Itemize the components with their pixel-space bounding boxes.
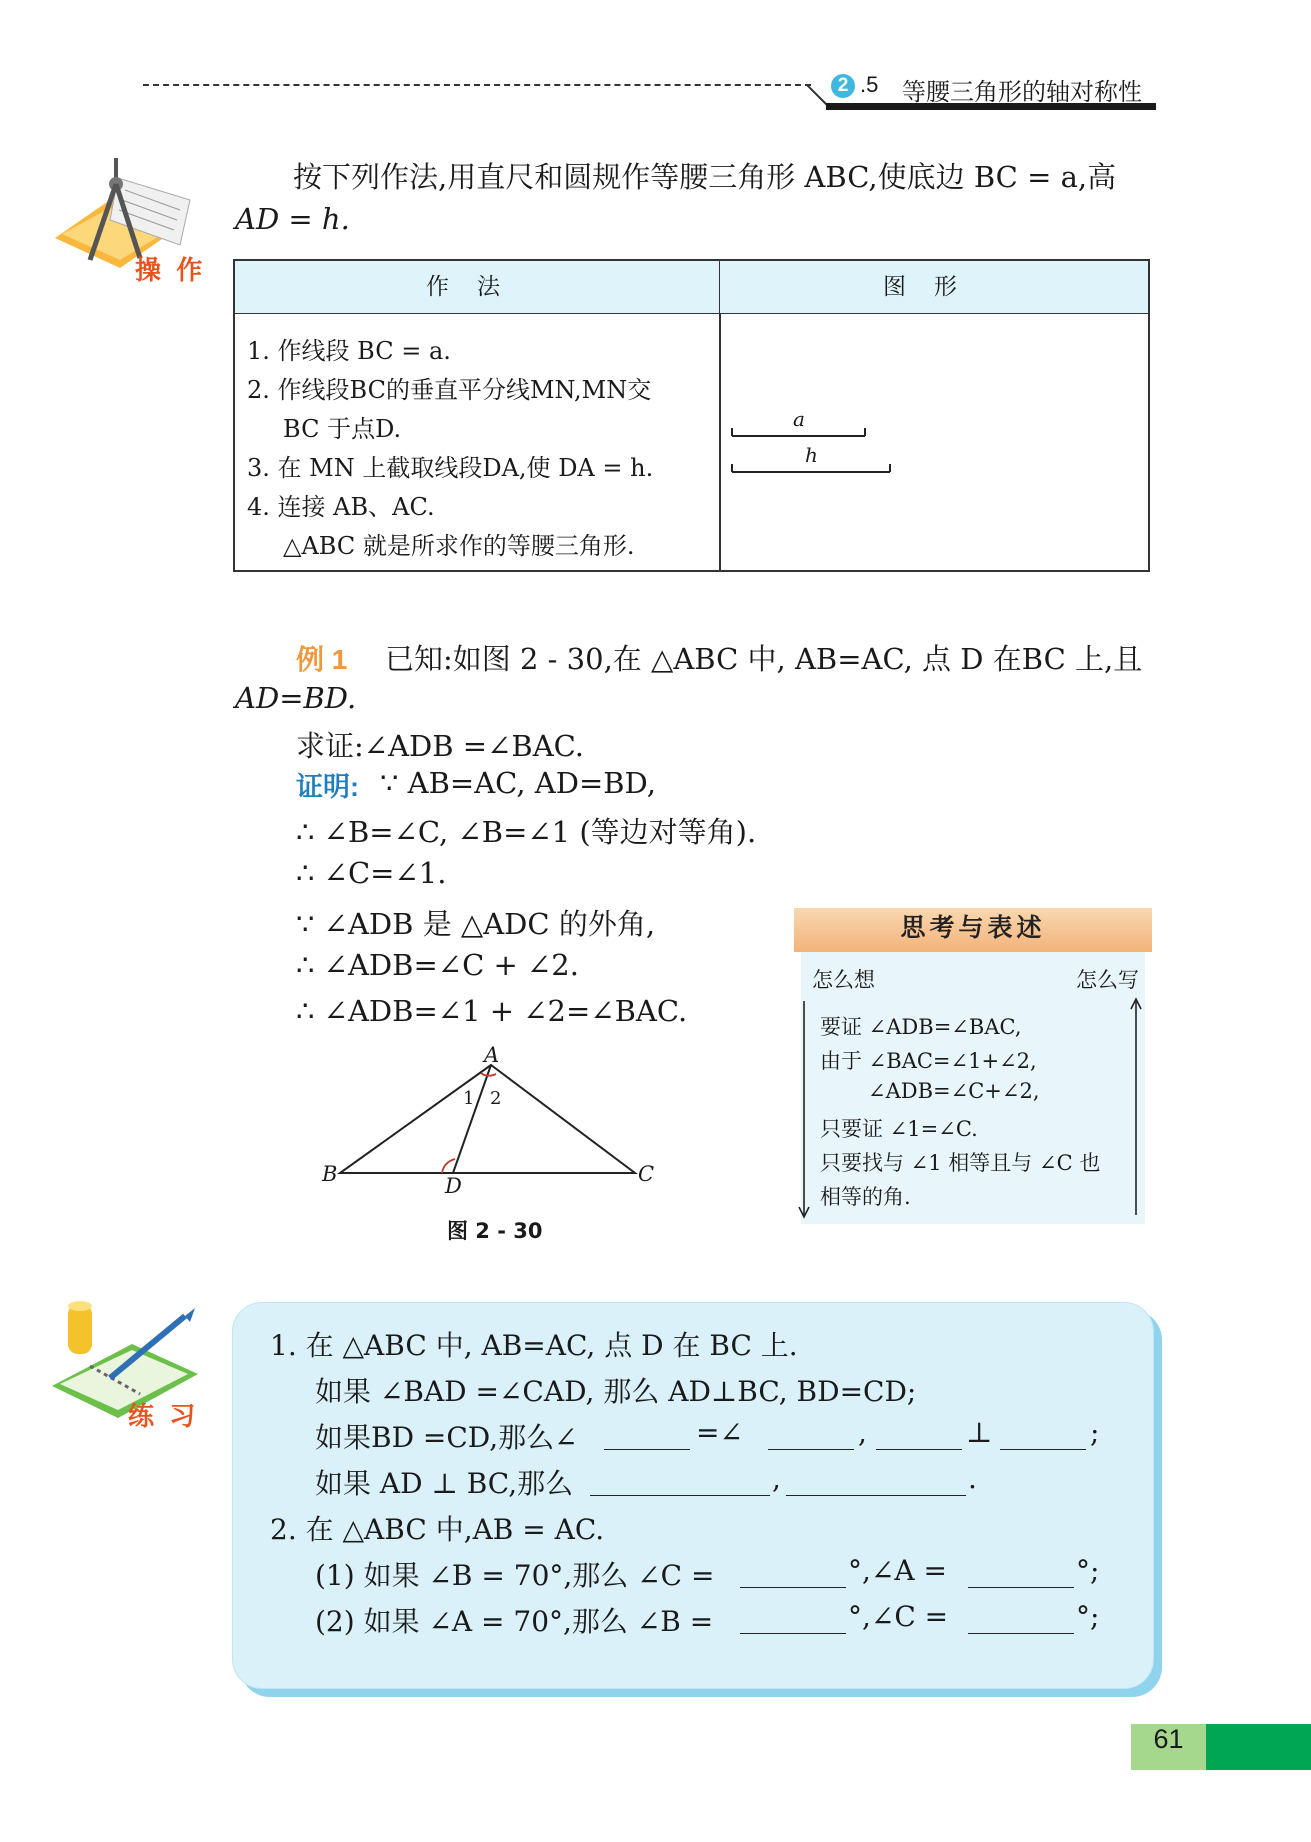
practice-q1-sym: , — [772, 1462, 781, 1495]
practice-q1-sym: , — [858, 1416, 867, 1449]
practice-q2-sym: °,∠C = — [848, 1600, 949, 1633]
think-line: 要证 ∠ADB=∠BAC, — [820, 1015, 1022, 1039]
example-given-cont: AD=BD. — [235, 681, 357, 715]
vertex-a-label: A — [484, 1043, 500, 1067]
answer-blank[interactable] — [968, 1633, 1074, 1634]
proof-line: ∴ ∠ADB=∠1 + ∠2=∠BAC. — [296, 994, 688, 1028]
segment-h-label: h — [805, 443, 818, 467]
practice-label: 练 习 — [128, 1401, 200, 1431]
answer-blank[interactable] — [876, 1449, 962, 1450]
table-header-figure: 图形 — [720, 261, 1148, 314]
figure-caption: 图 2 - 30 — [447, 1219, 543, 1243]
practice-q2-part1: (1) 如果 ∠B = 70°,那么 ∠C = — [315, 1559, 715, 1592]
practice-q1-line: 如果 AD ⊥ BC,那么 — [315, 1467, 574, 1500]
answer-blank[interactable] — [768, 1449, 854, 1450]
answer-blank[interactable] — [1000, 1449, 1086, 1450]
practice-q1-sym: ; — [1090, 1416, 1100, 1449]
construction-table — [233, 259, 1150, 572]
given-segments-figure — [730, 406, 930, 486]
proof-line: ∵ ∠ADB 是 △ADC 的外角, — [296, 907, 656, 941]
construction-step: 3. 在 MN 上截取线段DA,使 DA = h. — [247, 454, 654, 482]
construction-step: BC 于点D. — [283, 415, 402, 443]
practice-q2-sym: °,∠A = — [848, 1554, 947, 1587]
practice-q1-line: 如果 ∠BAD =∠CAD, 那么 AD⊥BC, BD=CD; — [315, 1375, 917, 1408]
header-dashed-rule — [143, 84, 811, 86]
page-number: 61 — [1131, 1724, 1206, 1770]
construction-step: △ABC 就是所求作的等腰三角形. — [283, 532, 635, 560]
example-given: 已知:如图 2 - 30,在 △ABC 中, AB=AC, 点 D 在BC 上,且 — [385, 642, 1143, 676]
practice-q1-sym: =∠ — [696, 1416, 743, 1449]
angle-2-label: 2 — [490, 1088, 502, 1109]
practice-q2: 2. 在 △ABC 中,AB = AC. — [270, 1513, 605, 1546]
practice-q2-sym: °; — [1076, 1600, 1100, 1633]
example-label: 例 1 — [296, 644, 348, 675]
section-number: .5 — [860, 72, 879, 97]
vertex-d-label: D — [445, 1174, 462, 1198]
practice-q2-sym: °; — [1076, 1554, 1100, 1587]
proof-label: 证明: — [296, 772, 359, 802]
think-line: ∠ADB=∠C+∠2, — [868, 1079, 1040, 1103]
example-prove: 求证:∠ADB =∠BAC. — [296, 729, 585, 763]
think-line: 由于 ∠BAC=∠1+∠2, — [820, 1049, 1037, 1073]
triangle-figure — [330, 1045, 670, 1200]
proof-line: ∴ ∠ADB=∠C + ∠2. — [296, 948, 579, 982]
think-box-title: 思考与表述 — [794, 908, 1152, 952]
page-number-tab — [1206, 1724, 1311, 1770]
answer-blank[interactable] — [590, 1495, 770, 1496]
practice-q2-part2: (2) 如果 ∠A = 70°,那么 ∠B = — [315, 1605, 714, 1638]
operation-instruction-cont: AD = h. — [235, 202, 350, 236]
table-header-method: 作法 — [235, 261, 720, 314]
construction-step: 2. 作线段BC的垂直平分线MN,MN交 — [247, 376, 652, 404]
proof-line: ∴ ∠C=∠1. — [296, 856, 447, 890]
proof-line: ∵ AB=AC, AD=BD, — [380, 766, 656, 800]
answer-blank[interactable] — [740, 1633, 846, 1634]
think-line: 只要找与 ∠1 相等且与 ∠C 也 — [820, 1151, 1101, 1175]
practice-q1-sym: . — [968, 1462, 977, 1495]
think-line: 只要证 ∠1=∠C. — [820, 1117, 978, 1141]
answer-blank[interactable] — [604, 1449, 690, 1450]
answer-blank[interactable] — [740, 1587, 846, 1588]
answer-blank[interactable] — [968, 1587, 1074, 1588]
practice-q1-sym: ⊥ — [966, 1416, 993, 1449]
table-divider — [719, 313, 721, 571]
answer-blank[interactable] — [786, 1495, 966, 1496]
proof-line: ∴ ∠B=∠C, ∠B=∠1 (等边对等角). — [296, 815, 757, 849]
construction-step: 1. 作线段 BC = a. — [247, 337, 451, 365]
practice-q1: 1. 在 △ABC 中, AB=AC, 点 D 在 BC 上. — [270, 1329, 798, 1362]
think-right-head: 怎么写 — [1076, 968, 1139, 992]
operation-instruction: 按下列作法,用直尺和圆规作等腰三角形 ABC,使底边 BC = a,高 — [293, 160, 1117, 194]
vertex-b-label: B — [322, 1162, 338, 1186]
operation-label: 操 作 — [135, 255, 207, 285]
section-title: 等腰三角形的轴对称性 — [902, 79, 1142, 106]
think-and-express-box — [794, 908, 1152, 1224]
construction-step: 4. 连接 AB、AC. — [247, 493, 435, 521]
practice-q1-line: 如果BD =CD,那么∠ — [315, 1421, 578, 1454]
segment-a-label: a — [793, 407, 805, 431]
think-line: 相等的角. — [820, 1185, 911, 1209]
think-left-head: 怎么想 — [812, 968, 875, 992]
chapter-number-badge: 2 — [831, 74, 855, 98]
vertex-c-label: C — [638, 1162, 655, 1186]
angle-1-label: 1 — [463, 1088, 475, 1109]
